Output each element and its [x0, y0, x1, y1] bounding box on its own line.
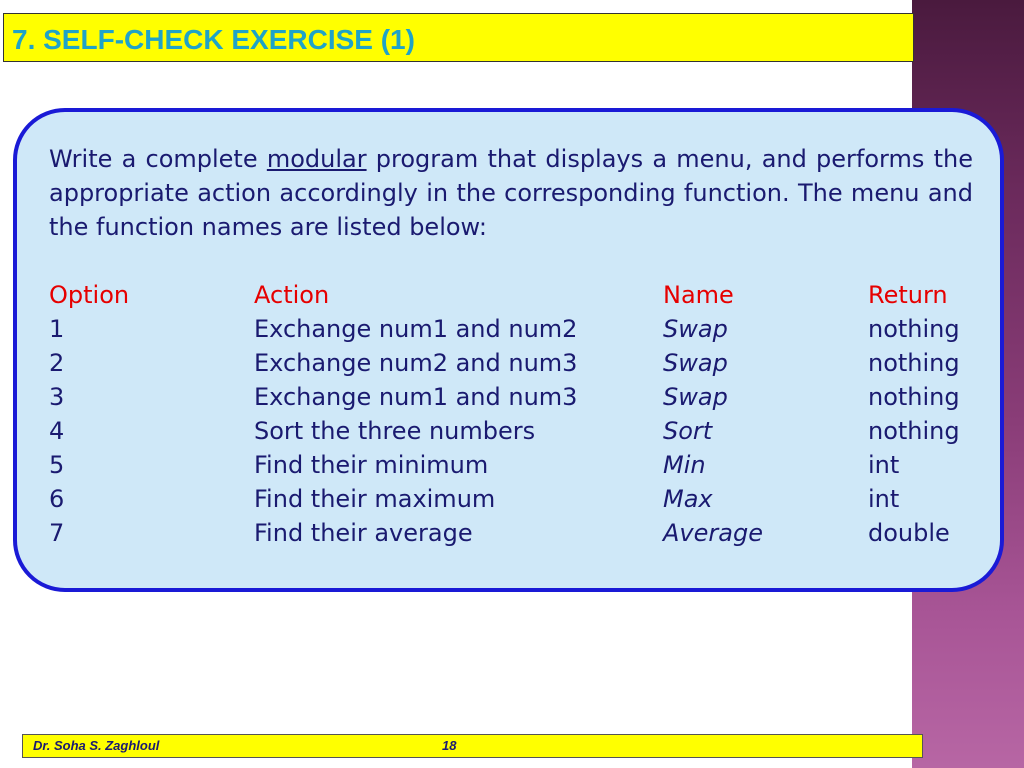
name-cell: Average: [663, 519, 763, 547]
name-cell: Sort: [663, 417, 713, 445]
name-header: Name: [663, 281, 734, 309]
option-column: [49, 278, 129, 550]
return-header: Return: [868, 281, 948, 309]
option-cell: 4: [49, 417, 65, 445]
action-cell: Sort the three numbers: [254, 417, 536, 445]
action-cell: Find their maximum: [254, 485, 496, 513]
intro-underlined-word: modular: [266, 145, 367, 173]
option-cell: 1: [49, 315, 65, 343]
return-cell: nothing: [868, 315, 960, 343]
option-cell: 7: [49, 519, 65, 547]
intro-text-end: program that displays a menu, and performs the appropriate action accordingly in the corresponding function. The menu and the function names are listed below:: [49, 145, 973, 241]
page-number: 18: [442, 738, 457, 753]
return-cell: double: [868, 519, 950, 547]
exercise-card: [13, 108, 1004, 592]
name-cell: Swap: [663, 315, 728, 343]
footer-author: Dr. Soha S. Zaghloul: [33, 738, 160, 753]
option-cell: 6: [49, 485, 65, 513]
option-cell: 3: [49, 383, 65, 411]
name-column: [663, 278, 763, 550]
return-cell: nothing: [868, 383, 960, 411]
name-cell: Min: [663, 451, 706, 479]
name-cell: Swap: [663, 349, 728, 377]
return-cell: int: [868, 451, 900, 479]
action-cell: Exchange num1 and num2: [254, 315, 578, 343]
option-cell: 2: [49, 349, 65, 377]
action-cell: Exchange num1 and num3: [254, 383, 578, 411]
exercise-intro: [49, 142, 973, 244]
option-cell: 5: [49, 451, 65, 479]
action-cell: Find their minimum: [254, 451, 489, 479]
return-column: [868, 278, 960, 550]
footer-bar: [22, 734, 923, 758]
action-column: [254, 278, 577, 550]
action-cell: Exchange num2 and num3: [254, 349, 578, 377]
return-cell: nothing: [868, 349, 960, 377]
action-cell: Find their average: [254, 519, 473, 547]
return-cell: nothing: [868, 417, 960, 445]
option-header: Option: [49, 281, 130, 309]
slide-title: 7. SELF-CHECK EXERCISE (1): [12, 24, 415, 55]
intro-text-start: Write a complete: [49, 145, 267, 173]
name-cell: Swap: [663, 383, 728, 411]
return-cell: int: [868, 485, 900, 513]
action-header: Action: [254, 281, 330, 309]
name-cell: Max: [663, 485, 713, 513]
title-bar: [3, 13, 914, 62]
